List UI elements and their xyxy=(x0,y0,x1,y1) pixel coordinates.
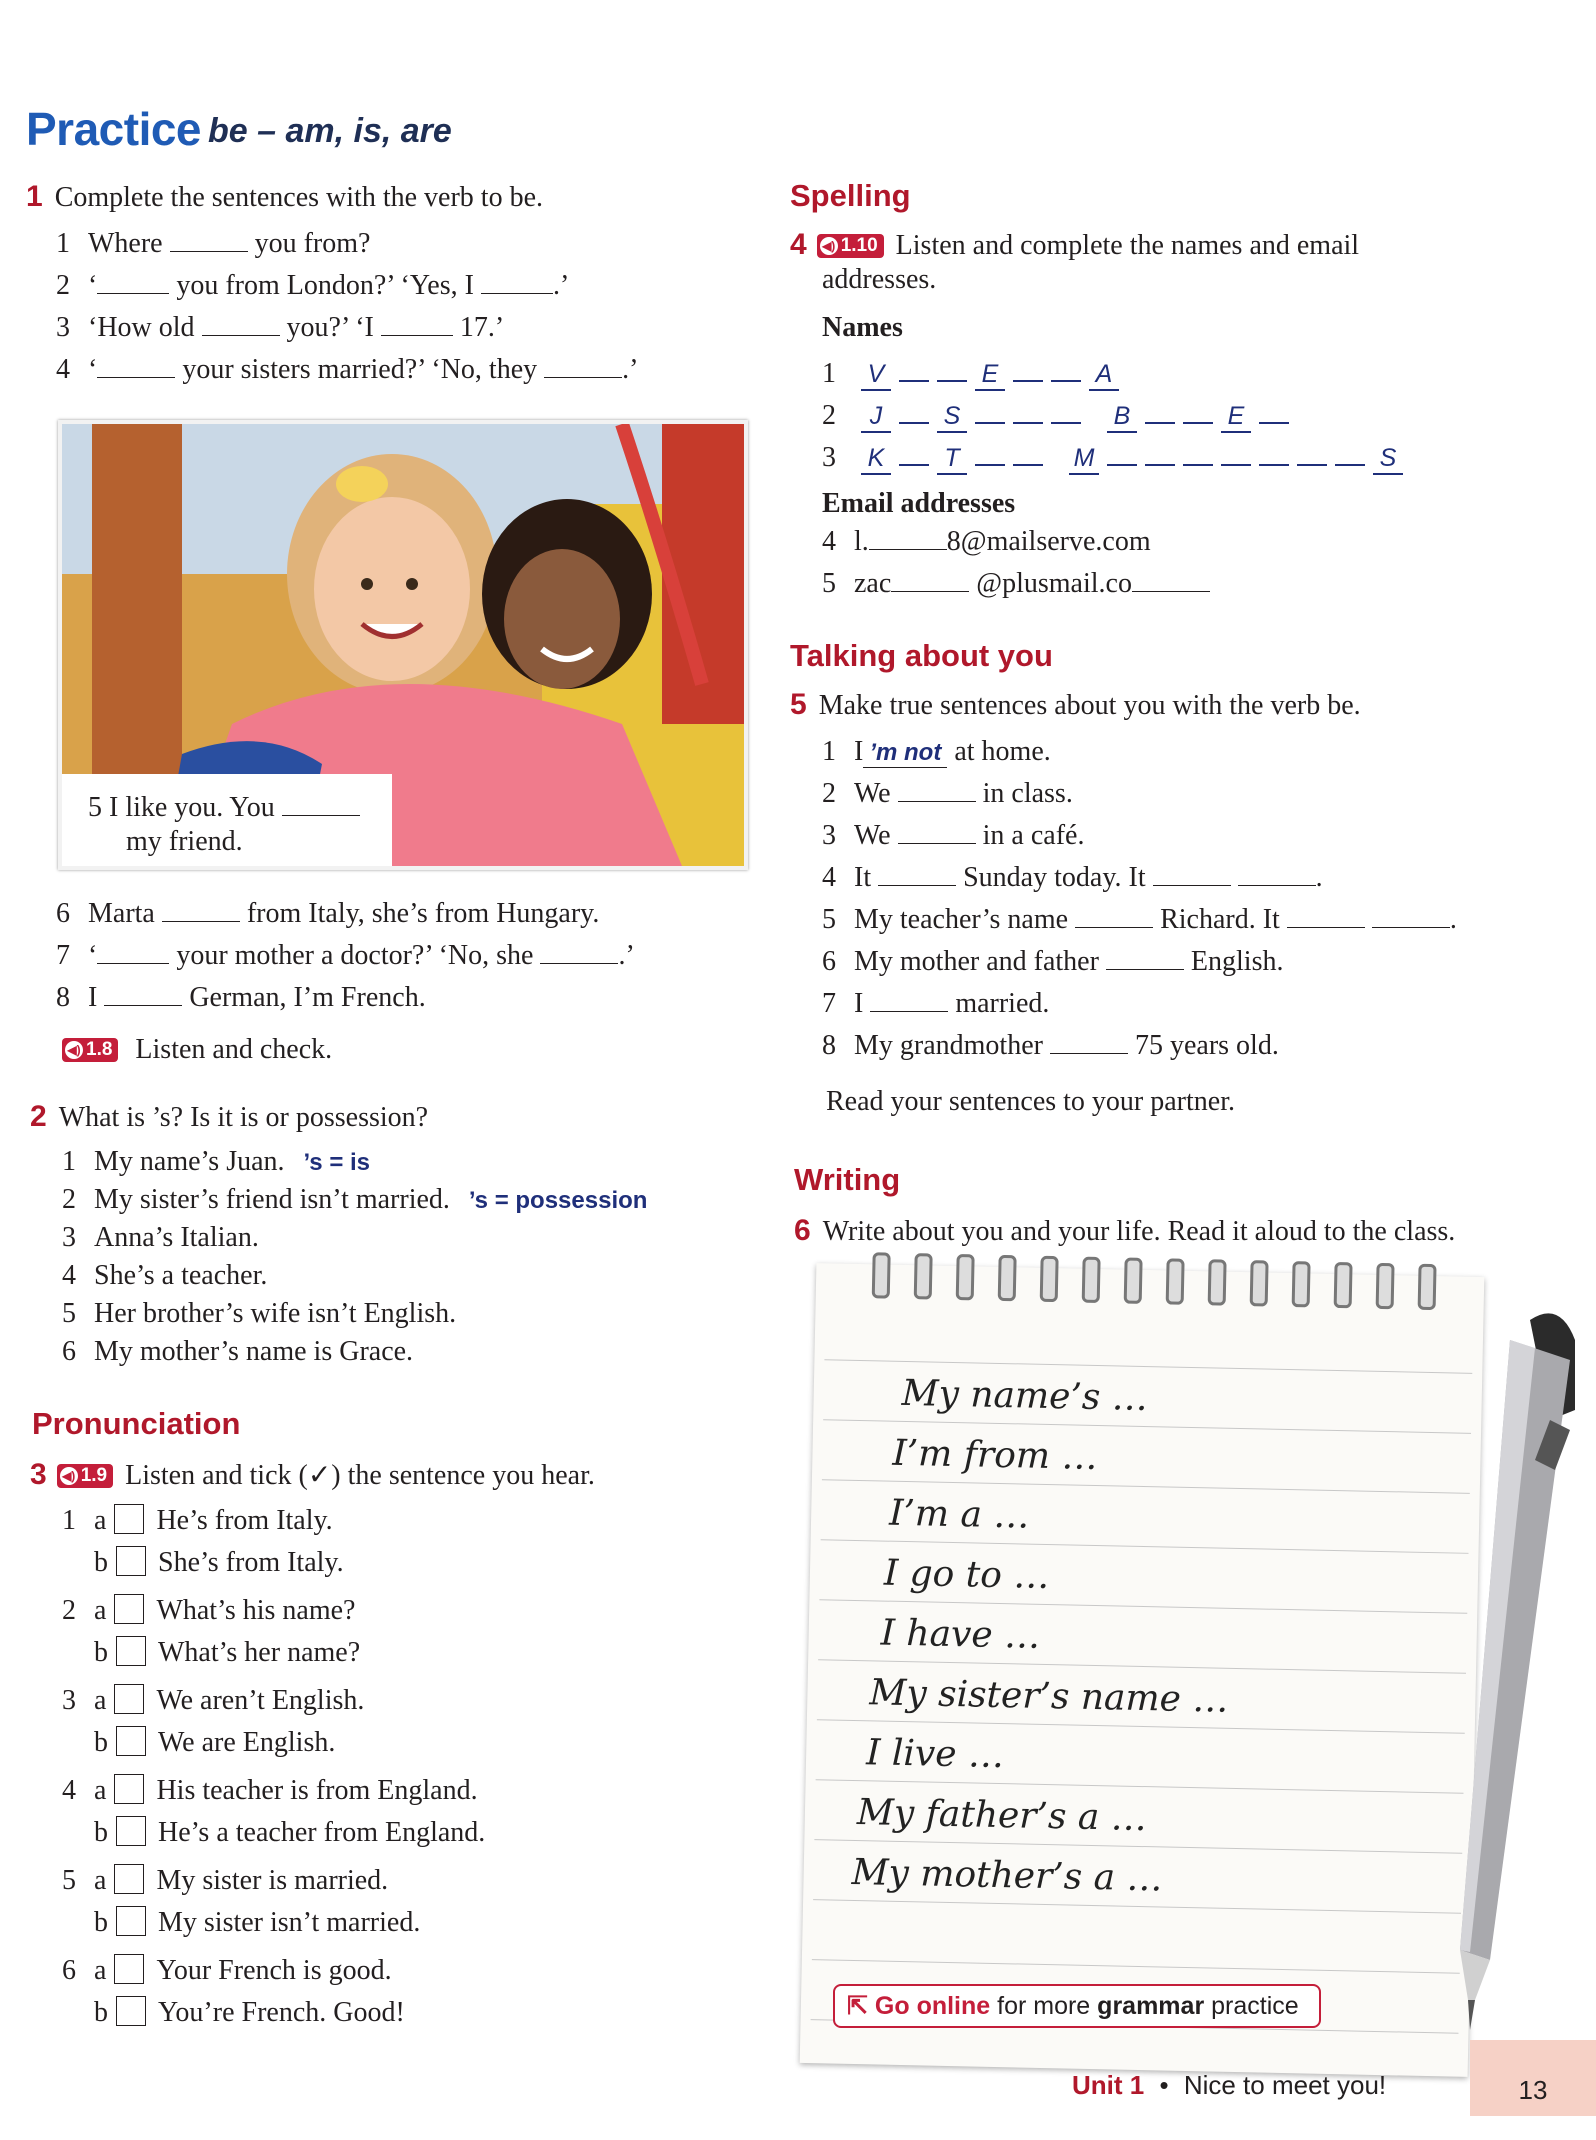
ring-icon xyxy=(1040,1256,1059,1302)
list-item: 1 I ’m not at home. xyxy=(822,736,1051,767)
ring-icon xyxy=(1334,1262,1353,1308)
audio-button[interactable]: ◀) 1.10 xyxy=(817,234,884,258)
list-item: 2 My sister’s friend isn’t married. ’s = possession xyxy=(62,1184,648,1215)
ex1-item: 8 I German, I’m French. xyxy=(56,982,426,1013)
letter-slot[interactable] xyxy=(1013,352,1043,382)
letter-slot[interactable]: T xyxy=(937,445,967,475)
answer-text: ’m not xyxy=(863,739,947,768)
ex6-heading: 6 Write about you and your life. Read it aloud to the class. xyxy=(794,1214,1456,1247)
tick-option: b My sister isn’t married. xyxy=(94,1907,421,1938)
tick-box[interactable] xyxy=(114,1774,144,1804)
email-item: 4 l. 8@mailserve.com xyxy=(822,526,1151,557)
pronunciation-heading: Pronunciation xyxy=(32,1406,241,1441)
ex1-item: 1 Where you from? xyxy=(56,228,371,259)
audio-button[interactable]: ◀) 1.8 xyxy=(62,1038,118,1062)
answer-blank[interactable] xyxy=(878,863,956,886)
spelling-name-2: 2 J S B E xyxy=(822,394,1297,433)
tick-option: b He’s a teacher from England. xyxy=(94,1817,486,1848)
speaker-icon: ◀) xyxy=(65,1041,83,1059)
ring-icon xyxy=(872,1252,891,1298)
ex1-instruction: Complete the sentences with the verb to be. xyxy=(54,182,543,213)
notebook-line: My mother’s a … xyxy=(851,1851,1163,1900)
tick-option: b We are English. xyxy=(94,1727,336,1758)
answer-blank[interactable] xyxy=(1050,1031,1128,1054)
answer-blank[interactable] xyxy=(1106,947,1184,970)
answer-blank[interactable] xyxy=(162,899,240,922)
answer-blank[interactable] xyxy=(481,271,553,294)
ex1-number: 1 xyxy=(26,180,43,213)
tick-box[interactable] xyxy=(116,1546,146,1576)
letter-slot[interactable]: A xyxy=(1089,361,1119,391)
list-item: 3 We in a café. xyxy=(822,820,1085,851)
list-item: 3 Anna’s Italian. xyxy=(62,1222,259,1253)
ring-icon xyxy=(1166,1258,1185,1304)
tick-option: 5 a My sister is married. xyxy=(62,1865,389,1896)
tick-option: b What’s her name? xyxy=(94,1637,361,1668)
letter-slot[interactable] xyxy=(1013,436,1043,466)
external-link-icon: ⇱ xyxy=(847,1992,868,2020)
ex1-listen: ◀) 1.8 Listen and check. xyxy=(62,1034,332,1066)
pen-icon xyxy=(1360,1300,1596,2060)
email-label: Email addresses xyxy=(822,488,1016,519)
answer-blank[interactable] xyxy=(1075,905,1153,928)
list-item: 8 My grandmother 75 years old. xyxy=(822,1030,1279,1061)
footer-unit: Unit 1 xyxy=(1072,2070,1145,2100)
tick-option: 2 a What’s his name? xyxy=(62,1595,356,1626)
answer-blank[interactable] xyxy=(381,313,453,336)
tick-box[interactable] xyxy=(114,1594,144,1624)
footer-title: Nice to meet you! xyxy=(1183,2070,1387,2100)
letter-slot[interactable]: E xyxy=(975,361,1005,391)
list-item: 6 My mother’s name is Grace. xyxy=(62,1336,414,1367)
ex4-heading: 4 ◀) 1.10 Listen and complete the names and email xyxy=(790,228,1360,261)
tick-box[interactable] xyxy=(116,1636,146,1666)
ring-icon xyxy=(1292,1261,1311,1307)
page-title: Practice xyxy=(26,103,202,155)
list-item: 2 We in class. xyxy=(822,778,1073,809)
answer-blank[interactable] xyxy=(898,779,976,802)
answer-blank[interactable] xyxy=(544,355,622,378)
writing-heading: Writing xyxy=(794,1162,901,1197)
notebook-line: I’m from … xyxy=(892,1432,1098,1479)
answer-blank[interactable] xyxy=(1372,905,1450,928)
photo-caption: 5 I like you. You my friend. xyxy=(62,774,392,866)
answer-blank[interactable] xyxy=(170,229,248,252)
tick-box[interactable] xyxy=(114,1504,144,1534)
answer-blank[interactable] xyxy=(202,313,280,336)
answer-blank[interactable] xyxy=(97,271,169,294)
spelling-name-3: 3 K T M S xyxy=(822,436,1411,475)
list-item: 7 I married. xyxy=(822,988,1050,1019)
tick-box[interactable] xyxy=(116,1906,146,1936)
answer-blank[interactable] xyxy=(1153,863,1231,886)
letter-slot[interactable] xyxy=(1145,394,1175,424)
letter-slot[interactable] xyxy=(1183,436,1213,466)
tick-option: 6 a Your French is good. xyxy=(62,1955,392,1986)
ex2-list xyxy=(62,1146,647,1374)
tick-option: 3 a We aren’t English. xyxy=(62,1685,365,1716)
letter-slot[interactable] xyxy=(1051,352,1081,382)
tick-box[interactable] xyxy=(116,1726,146,1756)
tick-box[interactable] xyxy=(114,1864,144,1894)
ex1-item: 3 ‘How old you?’ ‘I 17.’ xyxy=(56,312,505,343)
letter-slot[interactable] xyxy=(1013,394,1043,424)
answer-blank[interactable] xyxy=(1238,863,1316,886)
letter-slot[interactable] xyxy=(899,436,929,466)
notebook-line: I’m a … xyxy=(888,1492,1030,1537)
names-label: Names xyxy=(822,312,903,343)
list-item: 4 She’s a teacher. xyxy=(62,1260,268,1291)
ex5-list xyxy=(822,736,1457,1072)
letter-slot[interactable] xyxy=(1259,436,1289,466)
tick-box[interactable] xyxy=(114,1684,144,1714)
answer-blank[interactable] xyxy=(898,821,976,844)
answer-blank[interactable] xyxy=(869,527,947,550)
ring-icon xyxy=(1208,1259,1227,1305)
answer-text: ’s = possession xyxy=(468,1187,648,1214)
ring-icon xyxy=(1250,1260,1269,1306)
ring-icon xyxy=(1124,1258,1143,1304)
ring-icon xyxy=(914,1253,933,1299)
letter-slot[interactable] xyxy=(1107,436,1137,466)
answer-blank[interactable] xyxy=(870,989,948,1012)
tick-option: b She’s from Italy. xyxy=(94,1547,344,1578)
list-item: 6 My mother and father English. xyxy=(822,946,1284,977)
talking-heading: Talking about you xyxy=(790,638,1053,673)
notebook-line: My name’s … xyxy=(901,1372,1149,1420)
letter-slot[interactable]: V xyxy=(861,361,891,391)
ex5-heading: 5 Make true sentences about you with the verb be. xyxy=(790,688,1361,721)
ex1-heading xyxy=(26,180,543,214)
tick-option: 1 a He’s from Italy. xyxy=(62,1505,333,1536)
letter-slot[interactable]: K xyxy=(861,445,891,475)
notebook-line: My father’s a … xyxy=(856,1792,1148,1840)
ex1-item: 4 ‘ your sisters married?’ ‘No, they .’ xyxy=(56,354,639,385)
list-item: 1 My name’s Juan. ’s = is xyxy=(62,1146,371,1177)
ex1-item: 7 ‘ your mother a doctor?’ ‘No, she .’ xyxy=(56,940,635,971)
letter-slot[interactable] xyxy=(1297,436,1327,466)
letter-slot[interactable]: S xyxy=(937,403,967,433)
ring-icon xyxy=(1082,1257,1101,1303)
letter-slot[interactable] xyxy=(1145,436,1175,466)
answer-blank[interactable] xyxy=(282,793,360,816)
spelling-heading: Spelling xyxy=(790,178,911,213)
tick-box[interactable] xyxy=(116,1996,146,2026)
letter-slot[interactable]: B xyxy=(1107,403,1137,433)
letter-slot[interactable] xyxy=(1183,394,1213,424)
letter-slot[interactable] xyxy=(899,394,929,424)
ex4-instruction-cont: addresses. xyxy=(822,264,937,295)
ring-icon xyxy=(998,1255,1017,1301)
list-item: 4 It Sunday today. It . xyxy=(822,862,1323,893)
page-subtitle: be – am, is, are xyxy=(208,112,452,150)
children-photo xyxy=(58,420,748,870)
ex3-list xyxy=(62,1504,485,2038)
ring-icon xyxy=(956,1254,975,1300)
ex3-heading: 3 ◀) 1.9 Listen and tick (✓) the sentence you hear. xyxy=(30,1458,595,1491)
answer-text: ’s = is xyxy=(303,1149,371,1176)
ex2-heading: 2 What is ’s? Is it is or possession? xyxy=(30,1100,429,1133)
tick-box[interactable] xyxy=(116,1816,146,1846)
answer-blank[interactable] xyxy=(1132,569,1210,592)
letter-slot[interactable]: J xyxy=(861,403,891,433)
letter-slot[interactable] xyxy=(975,394,1005,424)
tick-option: 4 a His teacher is from England. xyxy=(62,1775,478,1806)
letter-slot[interactable] xyxy=(1259,394,1289,424)
letter-slot[interactable] xyxy=(937,352,967,382)
letter-slot[interactable] xyxy=(1335,436,1365,466)
list-item: 5 My teacher’s name Richard. It . xyxy=(822,904,1457,935)
ex1-item: 2 ‘ you from London?’ ‘Yes, I .’ xyxy=(56,270,570,301)
footer: Unit 1 • Nice to meet you! xyxy=(1072,2070,1387,2100)
answer-blank[interactable] xyxy=(1287,905,1365,928)
notebook-line: I have … xyxy=(880,1612,1041,1657)
letter-slot[interactable] xyxy=(899,352,929,382)
answer-blank[interactable] xyxy=(540,941,618,964)
answer-blank[interactable] xyxy=(97,355,175,378)
ex5-read: Read your sentences to your partner. xyxy=(826,1086,1235,1117)
speaker-icon: ◀) xyxy=(60,1467,78,1485)
email-item: 5 zac @plusmail.co xyxy=(822,568,1210,600)
notebook-line: I go to … xyxy=(883,1552,1050,1598)
letter-slot[interactable]: E xyxy=(1221,403,1251,433)
tick-box[interactable] xyxy=(114,1954,144,1984)
letter-slot[interactable]: M xyxy=(1069,445,1099,475)
letter-slot[interactable] xyxy=(1221,436,1251,466)
audio-button[interactable]: ◀) 1.9 xyxy=(57,1464,113,1488)
spelling-name-1: 1 V E A xyxy=(822,352,1127,391)
go-online-banner[interactable]: ⇱ Go online for more grammar practice xyxy=(833,1984,1321,2028)
speaker-icon: ◀) xyxy=(820,237,838,255)
tick-option: b You’re French. Good! xyxy=(94,1997,405,2028)
letter-slot[interactable]: S xyxy=(1373,445,1403,475)
page-number: 13 xyxy=(1470,2040,1596,2116)
answer-blank[interactable] xyxy=(891,569,969,592)
notebook-line: My sister’s name … xyxy=(869,1672,1229,1721)
list-item: 5 Her brother’s wife isn’t English. xyxy=(62,1298,457,1329)
answer-blank[interactable] xyxy=(104,983,182,1006)
ex1-item: 6 Marta from Italy, she’s from Hungary. xyxy=(56,898,600,929)
answer-blank[interactable] xyxy=(97,941,169,964)
letter-slot[interactable] xyxy=(1051,394,1081,424)
letter-slot[interactable] xyxy=(975,436,1005,466)
notebook-line: I live … xyxy=(865,1732,1005,1777)
